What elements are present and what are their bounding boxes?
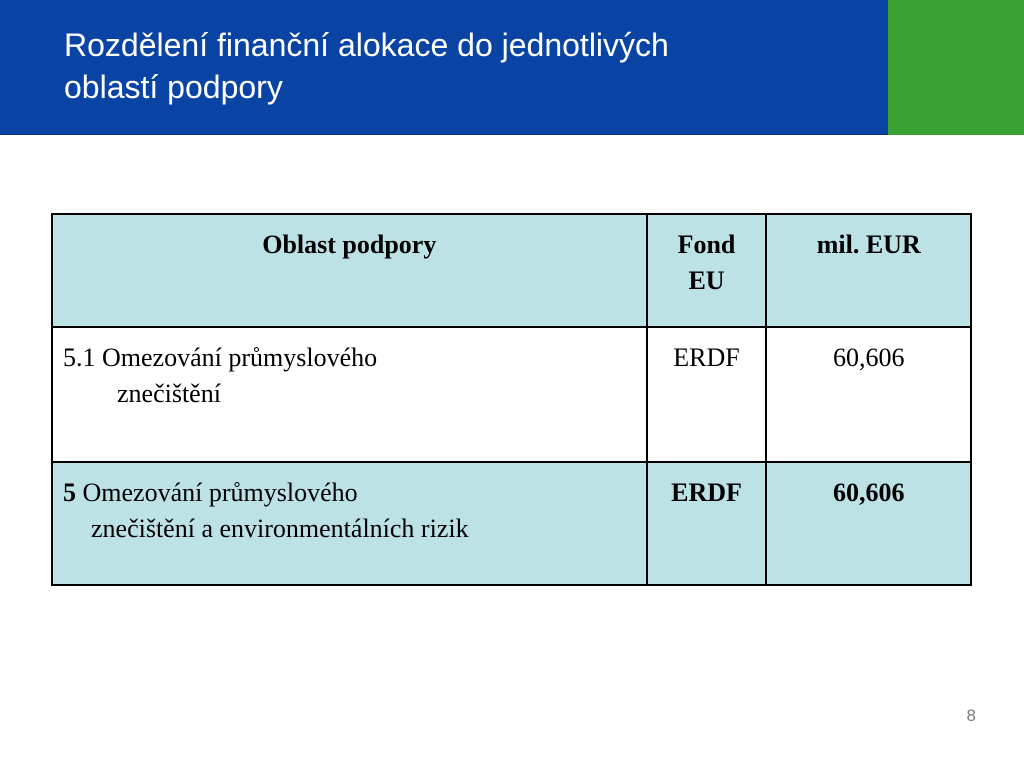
- page-number: 8: [966, 706, 976, 725]
- area-number: 5: [63, 478, 76, 507]
- area-text-line1: Omezování průmyslového: [76, 478, 358, 507]
- area-text-line1: 5.1 Omezování průmyslového: [63, 343, 378, 372]
- table-header-row: [52, 214, 971, 327]
- area-cell: [52, 462, 647, 585]
- fund-cell: ERDF: [647, 327, 767, 462]
- table-row: [52, 327, 971, 462]
- table-row-total: [52, 462, 971, 585]
- amount-cell: 60,606: [766, 462, 971, 585]
- amount-cell: 60,606: [766, 327, 971, 462]
- allocation-table: [51, 213, 972, 586]
- header-amount: mil. EUR: [766, 214, 971, 327]
- area-text-line2: znečištění: [117, 379, 221, 408]
- title-bar: [0, 0, 888, 135]
- fund-cell: ERDF: [647, 462, 767, 585]
- green-accent-block: [888, 0, 1024, 135]
- area-cell: [52, 327, 647, 462]
- header-fund: Fond EU: [647, 214, 767, 327]
- area-text-line2: znečištění a environmentálních rizik: [91, 514, 469, 543]
- header-area: Oblast podpory: [52, 214, 647, 327]
- slide-title: Rozdělení finanční alokace do jednotlivých oblastí podpory: [64, 27, 669, 105]
